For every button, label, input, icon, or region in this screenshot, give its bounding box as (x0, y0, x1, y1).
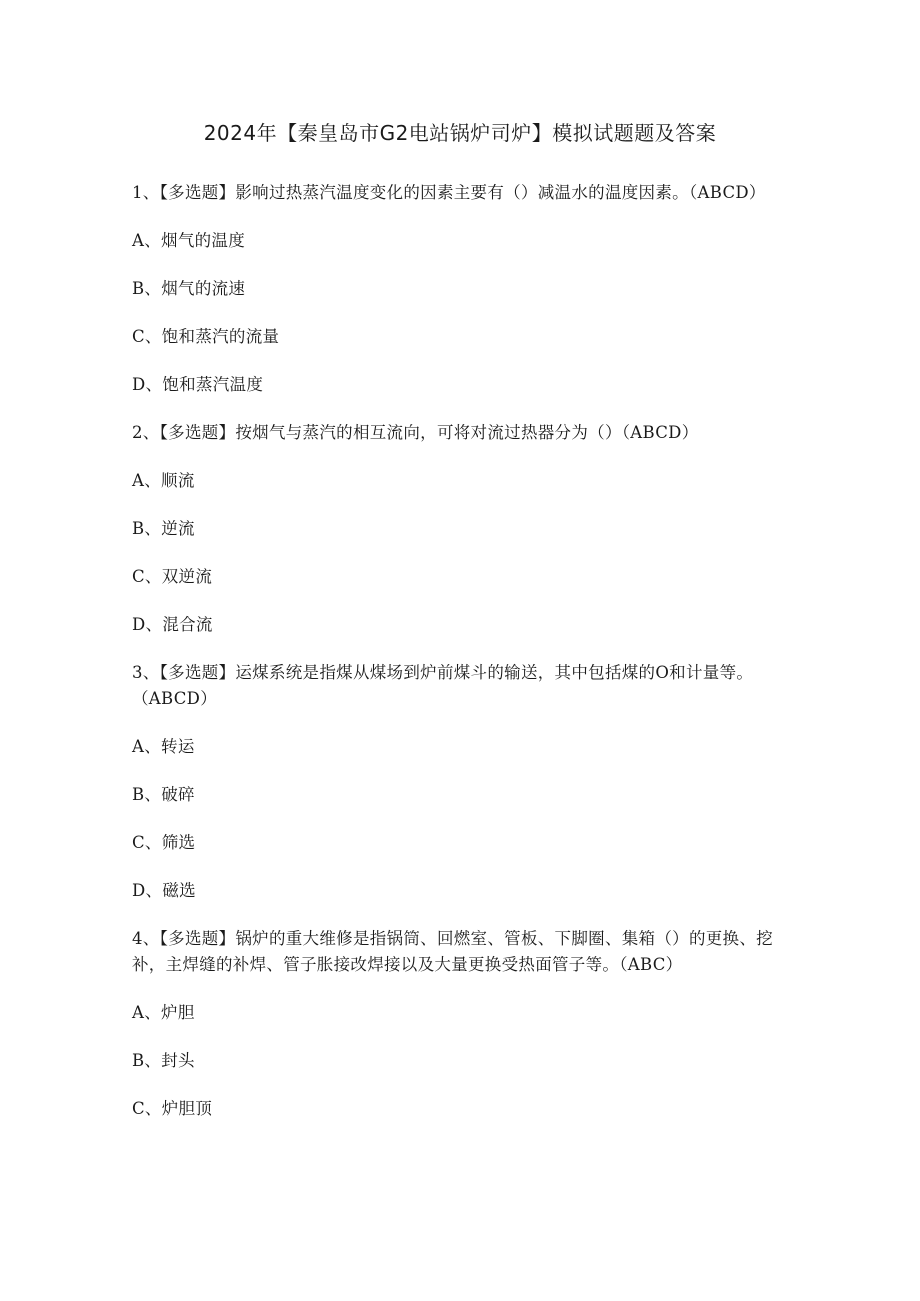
question-3: 3、【多选题】运煤系统是指煤从煤场到炉前煤斗的输送，其中包括煤的O和计量等。（ABCD） (132, 663, 754, 708)
question-1-option-a: A、烟气的温度 (132, 231, 246, 250)
question-2-option-d: D、混合流 (132, 615, 213, 634)
question-2-option-a: A、顺流 (132, 471, 195, 490)
question-4: 4、【多选题】锅炉的重大维修是指锅筒、回燃室、管板、下脚圈、集箱（）的更换、挖补，主焊缝的补焊、管子胀接改焊接以及大量更换受热面管子等。（ABC） (132, 929, 773, 974)
question-1-option-b: B、烟气的流速 (132, 279, 246, 298)
question-2-option-c: C、双逆流 (132, 567, 213, 586)
question-2-option-b: B、逆流 (132, 519, 195, 538)
document-title: 2024年【秦皇岛市G2电站锅炉司炉】模拟试题题及答案 (203, 121, 717, 145)
question-4-option-c: C、炉胆顶 (132, 1099, 213, 1118)
question-3-option-b: B、破碎 (132, 785, 195, 804)
question-4-option-b: B、封头 (132, 1051, 195, 1070)
question-2: 2、【多选题】按烟气与蒸汽的相互流向，可将对流过热器分为（）（ABCD） (132, 423, 699, 442)
question-4-option-a: A、炉胆 (132, 1003, 195, 1022)
question-1: 1、【多选题】影响过热蒸汽温度变化的因素主要有（）减温水的温度因素。（ABCD） (132, 183, 766, 202)
question-3-option-a: A、转运 (132, 737, 195, 756)
question-1-option-c: C、饱和蒸汽的流量 (132, 327, 280, 346)
question-list (132, 180, 782, 1122)
question-1-option-d: D、饱和蒸汽温度 (132, 375, 264, 394)
question-3-option-c: C、筛选 (132, 833, 196, 852)
question-3-option-d: D、磁选 (132, 881, 196, 900)
